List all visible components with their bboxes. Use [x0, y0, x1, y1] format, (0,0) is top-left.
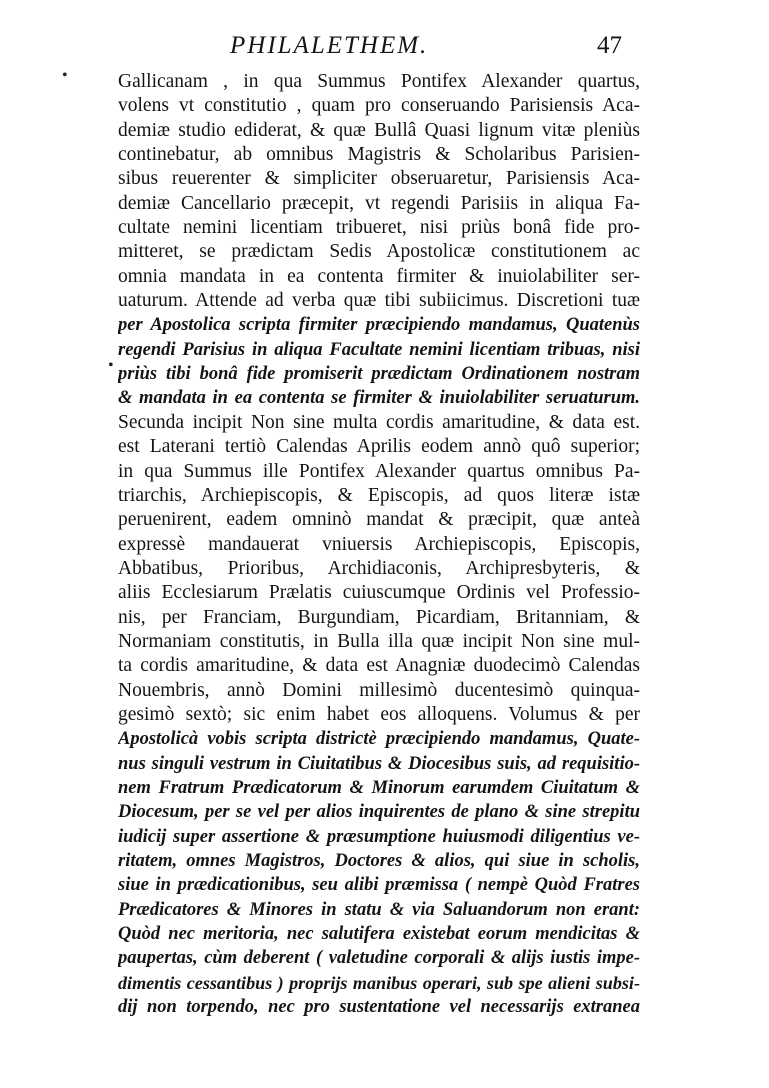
- text-line: uaturum. Attende ad verba quæ tibi subiicimus. Discretioni tuæ: [118, 290, 640, 312]
- text-line: cultate nemini licentiam tribueret, nisi priùs bonâ fide pro-: [118, 217, 640, 239]
- margin-bullet: •: [62, 67, 68, 84]
- text-line: aliis Ecclesiarum Prælatis cuiuscumque Ordinis vel Professio-: [118, 582, 640, 604]
- text-line: omnia mandata in ea contenta firmiter & inuiolabiliter ser-: [118, 265, 640, 287]
- text-line: Secunda incipit Non sine multa cordis amaritudine, & data est.: [118, 411, 640, 433]
- text-line: dij non torpendo, nec pro sustentatione vel necessarijs extranea: [118, 997, 640, 1018]
- body-text: [118, 70, 640, 1019]
- text-line: iudicij super assertione & præsumptione huiusmodi diligentius ve-: [118, 826, 640, 847]
- text-line: peruenirent, eadem omninò mandat & præcipit, quæ anteà: [118, 509, 640, 531]
- text-line: regendi Parisius in aliqua Facultate nemini licentiam tribuas, nisi: [118, 339, 640, 360]
- page-number: 47: [597, 32, 622, 59]
- text-line: nus singuli vestrum in Ciuitatibus & Diocesibus suis, ad requisitio-: [118, 753, 640, 774]
- text-line: Gallicanam , in qua Summus Pontifex Alexander quartus,: [118, 71, 640, 92]
- text-line: nis, per Franciam, Burgundiam, Picardiam, Britanniam, &: [118, 606, 640, 628]
- text-line: demiæ studio ediderat, & quæ Bullâ Quasi lignum vitæ pleniùs: [118, 119, 640, 141]
- text-line: expressè mandauerat vniuersis Archiepiscopis, Episcopis,: [118, 533, 640, 555]
- text-line: priùs tibi bonâ fide promiserit prædictam Ordinationem nostram: [118, 364, 640, 385]
- text-line: ritatem, omnes Magistros, Doctores & alios, qui siue in scholis,: [118, 851, 640, 871]
- text-line: ta cordis amaritudine, & data est Anagniæ duodecimò Calendas: [118, 655, 640, 677]
- text-line: sibus reuerenter & simpliciter obseruaretur, Parisiensis Aca-: [118, 168, 640, 190]
- text-line: demiæ Cancellario præcepit, vt regendi Parisiis in aliqua Fa-: [118, 192, 640, 214]
- text-line: dimentis cessantibus ) proprijs manibus operari, sub spe alieni subsi-: [118, 972, 640, 993]
- text-line: nem Fratrum Prædicatorum & Minorum earumdem Ciuitatum &: [118, 777, 640, 798]
- running-head: PHILALETHEM.: [230, 32, 429, 59]
- text-line: & mandata in ea contenta se firmiter & inuiolabiliter seruaturum.: [118, 388, 640, 409]
- text-line: Abbatibus, Prioribus, Archidiaconis, Archipresbyteris, &: [118, 557, 640, 579]
- text-line: siue in prædicationibus, seu alibi præmissa ( nempè Quòd Fratres: [118, 875, 640, 896]
- text-line: per Apostolica scripta firmiter præcipiendo mandamus, Quatenùs: [118, 315, 640, 336]
- margin-bullet: •: [108, 357, 114, 374]
- text-line: Prædicatores & Minores in statu & via Saluandorum non erant:: [118, 899, 640, 920]
- text-line: mitteret, se prædictam Sedis Apostolicæ constitutionem ac: [118, 241, 640, 263]
- text-line: continebatur, ab omnibus Magistris & Scholaribus Parisien-: [118, 144, 640, 166]
- text-line: gesimò sextò; sic enim habet eos alloquens. Volumus & per: [118, 703, 640, 725]
- text-line: volens vt constitutio , quam pro conseruando Parisiensis Aca-: [118, 95, 640, 117]
- text-line: Apostolicà vobis scripta districtè præcipiendo mandamus, Quate-: [118, 729, 640, 750]
- text-line: paupertas, cùm deberent ( valetudine corporali & alijs iustis impe-: [118, 948, 640, 969]
- text-line: Normaniam constitutis, in Bulla illa quæ incipit Non sine mul-: [118, 630, 640, 652]
- text-line: est Laterani tertiò Calendas Aprilis eodem annò quô superior;: [118, 436, 640, 458]
- text-line: in qua Summus ille Pontifex Alexander quartus omnibus Pa-: [118, 460, 640, 482]
- text-line: Diocesum, per se vel per alios inquirentes de plano & sine strepitu: [118, 802, 640, 823]
- text-line: Quòd nec meritoria, nec salutifera existebat eorum mendicitas &: [118, 924, 640, 945]
- page-header: [110, 28, 630, 68]
- text-line: triarchis, Archiepiscopis, & Episcopis, ad quos literæ istæ: [118, 484, 640, 506]
- text-line: Nouembris, annò Domini millesimò ducentesimò quinqua-: [118, 679, 640, 701]
